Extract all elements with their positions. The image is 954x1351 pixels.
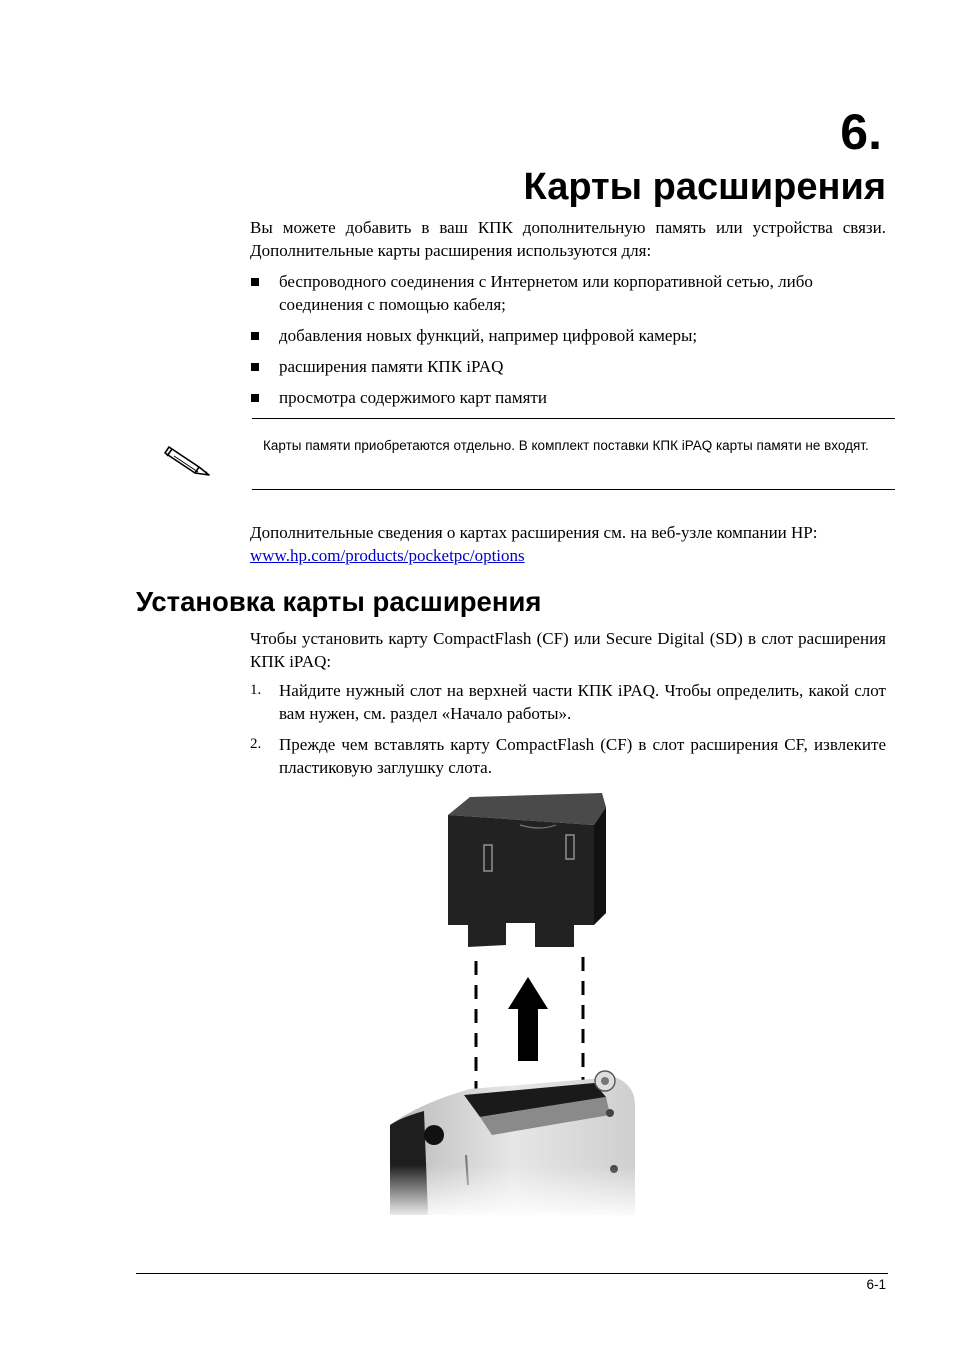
step-text: Прежде чем вставлять карту CompactFlash (CF) в слот расширения CF, извлеките пластиковую заглушку слота.: [279, 735, 886, 777]
step-number: 1.: [250, 682, 262, 698]
more-info-text: Дополнительные сведения о картах расширения см. на веб-узле компании HP:: [250, 523, 818, 542]
list-item-text: беспроводного соединения с Интернетом или корпоративной сетью, либо соединения с помощью кабеля;: [279, 272, 813, 314]
intro-paragraph: Вы можете добавить в ваш КПК дополнительную память или устройства связи. Дополнительные карты расширения используются для:: [250, 218, 886, 260]
list-item-text: добавления новых функций, например цифровой камеры;: [279, 326, 698, 345]
page-number: 6-1: [866, 1277, 886, 1292]
list-item: [250, 270, 886, 316]
up-arrow-icon: [508, 977, 548, 1061]
list-item-text: просмотра содержимого карт памяти: [279, 388, 547, 407]
options-web-link[interactable]: www.hp.com/products/pocketpc/options: [250, 546, 525, 565]
bullet-list: [250, 270, 886, 417]
list-item: [250, 386, 886, 409]
bullet-square-icon: [251, 332, 259, 340]
footer-rule: [136, 1273, 888, 1274]
step-item: [250, 733, 886, 779]
bullet-square-icon: [251, 363, 259, 371]
step-item: [250, 679, 886, 725]
list-item-text: расширения памяти КПК iPAQ: [279, 357, 504, 376]
bullet-square-icon: [251, 394, 259, 402]
list-item: [250, 324, 886, 347]
note-text: Карты памяти приобретаются отдельно. В комплект поставки КПК iPAQ карты памяти не входят.: [263, 438, 869, 453]
bullet-square-icon: [251, 278, 259, 286]
chapter-number: 6.: [840, 104, 882, 160]
cf-slot-cover-removal-illustration: [380, 785, 650, 1220]
step-text: Найдите нужный слот на верхней части КПК iPAQ. Чтобы определить, какой слот вам нужен, см. раздел «Начало работы».: [279, 681, 886, 723]
section-intro-paragraph: Чтобы установить карту CompactFlash (CF) или Secure Digital (SD) в слот расширения КПК iPAQ:: [250, 629, 886, 671]
step-number: 2.: [250, 736, 262, 752]
chapter-title: Карты расширения: [523, 166, 886, 208]
note-top-rule: [252, 418, 895, 419]
slot-cover-shape: [448, 793, 606, 947]
steps-list: [250, 679, 886, 787]
list-item: [250, 355, 886, 378]
section-heading: Установка карты расширения: [136, 586, 542, 617]
pencil-note-icon: [163, 437, 215, 477]
note-bottom-rule: [252, 489, 895, 490]
more-info-paragraph: [250, 521, 886, 567]
ipaq-device-shape: [390, 1071, 645, 1220]
